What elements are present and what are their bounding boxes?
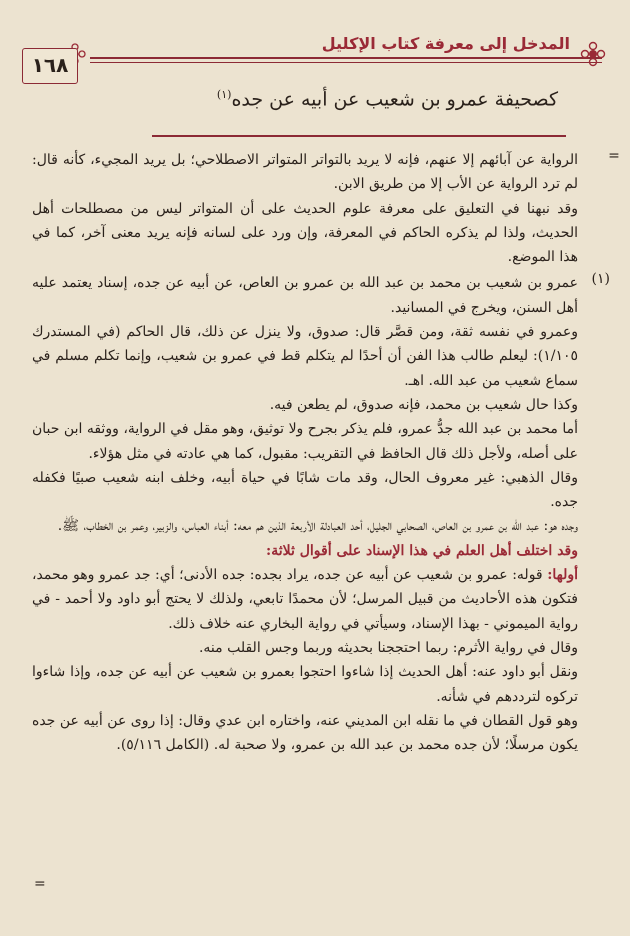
page-header bbox=[28, 30, 602, 90]
continuation-marker: = bbox=[608, 148, 620, 164]
continued-footnote bbox=[28, 148, 620, 269]
footnote-1 bbox=[28, 271, 610, 757]
header-rule-thin bbox=[90, 62, 602, 63]
footnote-paragraph: وجده هو: عبد الله بن عمرو بن العاص، الصحابي الجليل، أحد العبادلة الأربعة الذين هم معه: أبناء العباس، والزبير، وعمر بن الخطاب، ﷺ. bbox=[57, 518, 578, 535]
footnote-separator bbox=[152, 135, 566, 137]
footnote-reference: (١) bbox=[216, 88, 232, 101]
main-text-line bbox=[78, 88, 558, 110]
header-rule bbox=[90, 57, 602, 59]
footnotes-section bbox=[28, 148, 620, 757]
page-number: ١٦٨ bbox=[31, 53, 69, 77]
footnote-paragraph: وقال الذهبي: غير معروف الحال، وقد مات شابًا في حياة أبيه، وخلف ابنه شعيب صبيًا فكفله جده. bbox=[32, 469, 578, 511]
continuation-marker: = bbox=[34, 876, 46, 892]
main-text: كصحيفة عمرو بن شعيب عن أبيه عن جده bbox=[231, 88, 558, 111]
footnote-paragraph: وقد نبهنا في التعليق على معرفة علوم الحديث على أن المتواتر ليس من مصطلحات أهل الحديث، ولذا لم يذكره الحاكم في المعرفة، وإن ورد على لسانه فإنه يريد معنى آخر، كما في هذا الموضع. bbox=[32, 200, 578, 266]
first-opinion-label: أولها: bbox=[547, 567, 578, 584]
footnote-paragraph: عمرو بن شعيب بن محمد بن عبد الله بن عمرو بن العاص، عن أبيه عن جده، إسناد يعتمد عليه أهل السنن، ويخرج في المسانيد. bbox=[32, 275, 578, 316]
footnote-paragraph: وهو قول القطان في ما نقله ابن المديني عنه، واختاره ابن عدي وقال: إذا روى عن أبيه عن جده يكون مرسلًا؛ لأن جده محمد بن عبد الله بن عمرو، ولا صحبة له. (الكامل ٥/١١٦). bbox=[32, 712, 578, 754]
book-title: المدخل إلى معرفة كتاب الإكليل bbox=[321, 34, 570, 53]
footnote-paragraph bbox=[32, 563, 578, 636]
flower-ornament-icon bbox=[578, 40, 608, 68]
footnote-paragraph: أما محمد بن عبد الله جدُّ عمرو، فلم يذكر بجرح ولا توثيق، وهو مقل في الرواية، ووثقه ابن حبان على أصله، ولأجل ذلك قال الحافظ في التقريب: مقبول، كما هي عادته في مثل هؤلاء. bbox=[32, 421, 578, 462]
footnote-paragraph: وكذا حال شعيب بن محمد، فإنه صدوق، لم يطعن فيه. bbox=[269, 396, 578, 413]
footnote-paragraph: وقال في رواية الأثرم: ربما احتججنا بحديثه وربما وجس القلب منه. bbox=[198, 639, 578, 656]
page-number-box bbox=[22, 48, 78, 84]
footnote-number: (١) bbox=[591, 271, 610, 288]
footnote-paragraph: الرواية عن آبائهم إلا عنهم، فإنه لا يريد بالتواتر المتواتر الاصطلاحي؛ بل يريد المجيء، كأنه قال: لم ترد الرواية عن الأب إلا من طريق الابن. bbox=[32, 152, 578, 193]
footnote-paragraph: ونقل أبو داود عنه: أهل الحديث إذا شاءوا احتجوا بعمرو بن شعيب عن أبيه عن جده، وإذا شاءوا تركوه لترددهم في شأنه. bbox=[32, 664, 578, 705]
footnote-paragraph: وعمرو في نفسه ثقة، ومن قصَّر قال: صدوق، ولا ينزل عن ذلك، قال الحاكم (في المستدرك ١/١٠٥): ليعلم طالب هذا الفن أن أحدًا لم يتكلم قط في عمرو بن شعيب، وإنما تكلم مسلم في سماع شعيب من عبد الله. اهـ. bbox=[32, 324, 578, 389]
section-heading: وقد اختلف أهل العلم في هذا الإسناد على أقوال ثلاثة: bbox=[266, 542, 578, 559]
first-opinion-text: قوله: عمرو بن شعيب عن أبيه عن جده، يراد بجده: جده الأدنى؛ أي: جد عمرو وهو محمد، فتكون هذه الأحاديث من قبيل المرسل؛ لأن محمدًا تابعي، ولذلك لا يحتج أبو داود ولا أحمد - في رواية الميموني - بهذا الإسناد، وسيأتي في رواية البخاري عنه خلاف ذلك. bbox=[32, 567, 578, 632]
